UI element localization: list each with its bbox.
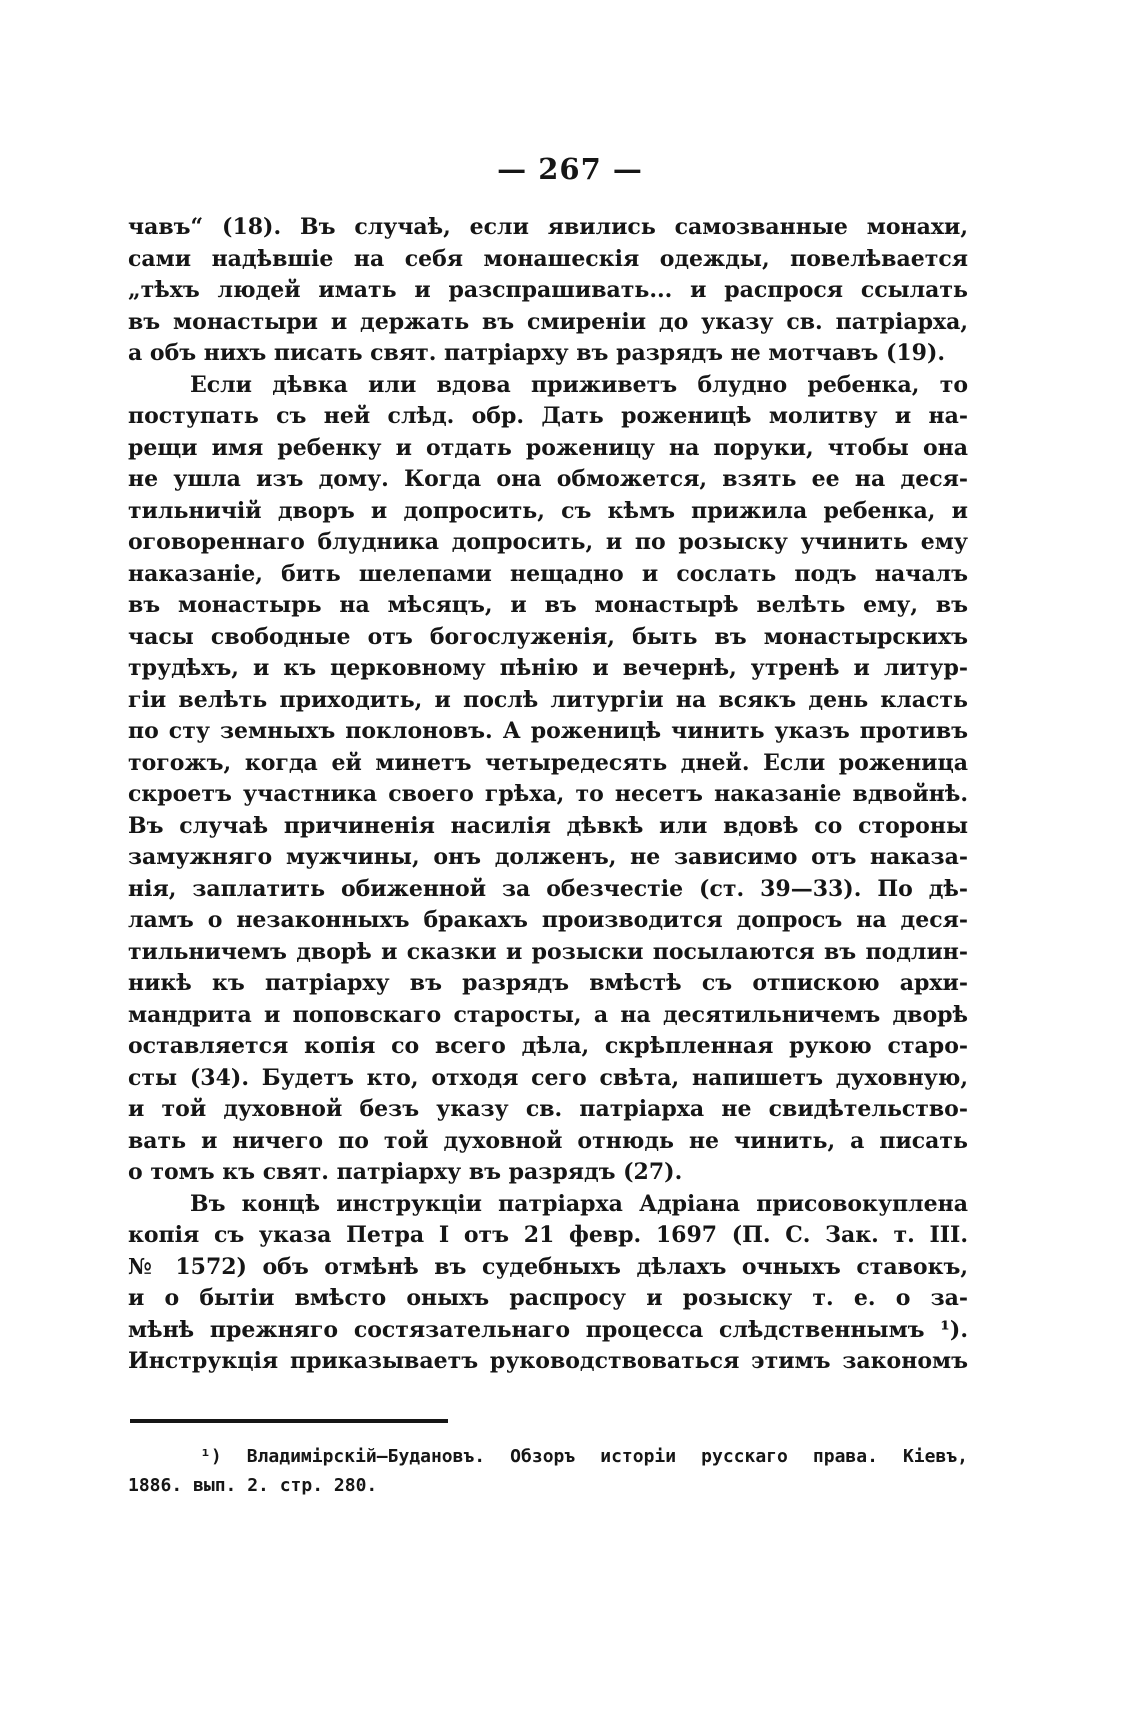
text-line: по сту земныхъ поклоновъ. А роженицѣ чинить указъ противъ	[128, 718, 968, 744]
paragraph-start-line: Въ концѣ инструкціи патріарха Адріана присовокуплена	[190, 1190, 968, 1217]
text-line: ламъ о незаконныхъ бракахъ производится допросъ на деся-	[128, 907, 968, 933]
text-line: оставляется копія со всего дѣла, скрѣпленная рукою старо-	[128, 1033, 968, 1059]
footnote-divider	[130, 1419, 448, 1423]
text-line: часы свободные отъ богослуженія, быть въ монастырскихъ	[128, 623, 968, 650]
text-line: „тѣхъ людей имать и разспрашивать... и распрося ссылать	[128, 277, 968, 303]
text-line: сты (34). Будетъ кто, отходя сего свѣта, напишетъ духовную,	[128, 1064, 968, 1091]
footnote	[128, 1442, 968, 1500]
text-line: мѣнѣ прежняго состязательнаго процесса слѣдственнымъ ¹).	[128, 1316, 968, 1343]
body-text	[128, 212, 968, 1378]
text-line: и о бытіи вмѣсто оныхъ распросу и розыску т. е. о за-	[128, 1285, 968, 1311]
text-line: Инструкція приказываетъ руководствоваться этимъ закономъ	[128, 1348, 968, 1374]
footnote-line: 1886. вып. 2. стр. 280.	[128, 1475, 378, 1496]
text-line: Въ случаѣ причиненія насилія дѣвкѣ или вдовѣ со стороны	[128, 812, 968, 839]
text-line: въ монастыри и держать въ смиреніи до указу св. патріарха,	[128, 308, 968, 335]
text-line: рещи имя ребенку и отдать роженицу на поруки, чтобы она	[128, 434, 968, 461]
text-line: копія съ указа Петра I отъ 21 февр. 1697 (П. С. Зак. т. III.	[128, 1222, 968, 1248]
text-line: никѣ къ патріарху въ разрядъ вмѣстѣ съ отпискою архи-	[128, 970, 968, 996]
paragraph-start-line: Если дѣвка или вдова приживетъ блудно ребенка, то	[190, 371, 968, 398]
text-line: чавъ“ (18). Въ случаѣ, если явились самозванные монахи,	[128, 214, 968, 240]
text-line: нія, заплатить обиженной за обезчестіе (ст. 39—33). По дѣ-	[128, 875, 968, 902]
text-line: № 1572) объ отмѣнѣ въ судебныхъ дѣлахъ очныхъ ставокъ,	[128, 1253, 968, 1280]
text-line: скроетъ участника своего грѣха, то несетъ наказаніе вдвойнѣ.	[128, 781, 968, 807]
footnote-line: ¹) Владимірскій—Будановъ. Обзоръ исторіи русскаго права. Кіевъ,	[200, 1446, 968, 1467]
text-line: замужняго мужчины, онъ долженъ, не зависимо отъ наказа-	[128, 844, 968, 870]
text-line: мандрита и поповскаго старосты, а на десятильничемъ дворѣ	[128, 1001, 968, 1028]
text-line: о томъ къ свят. патріарху въ разрядъ (27).	[128, 1159, 683, 1185]
text-line: сами надѣвшіе на себя монашескія одежды, повелѣвается	[128, 245, 968, 272]
text-line: вать и ничего по той духовной отнюдь не чинить, а писать	[128, 1127, 968, 1154]
text-line: а объ нихъ писать свят. патріарху въ разрядъ не мотчавъ (19).	[128, 340, 946, 366]
text-line: тогожъ, когда ей минетъ четыредесять дней. Если роженица	[128, 749, 968, 776]
text-line: тильничемъ дворѣ и сказки и розыски посылаются въ подлин-	[128, 938, 968, 965]
text-line: наказаніе, бить шелепами нещадно и сослать подъ началъ	[128, 560, 968, 587]
text-line: не ушла изъ дому. Когда она обможется, взять ее на деся-	[128, 466, 968, 492]
text-line: поступать съ ней слѣд. обр. Дать роженицѣ молитву и на-	[128, 403, 968, 429]
text-line: оговореннаго блудника допросить, и по розыску учинить ему	[128, 529, 968, 555]
text-line: тильничій дворъ и допросить, съ кѣмъ прижила ребенка, и	[128, 497, 968, 524]
text-line: въ монастырь на мѣсяцъ, и въ монастырѣ велѣть ему, въ	[128, 592, 968, 618]
text-line: гіи велѣть приходить, и послѣ литургіи на всякъ день класть	[128, 686, 968, 713]
text-line: трудѣхъ, и къ церковному пѣнію и вечернѣ, утренѣ и литур-	[128, 655, 968, 681]
page-number: — 267 —	[497, 152, 643, 186]
text-line: и той духовной безъ указу св. патріарха не свидѣтельство-	[128, 1096, 968, 1122]
